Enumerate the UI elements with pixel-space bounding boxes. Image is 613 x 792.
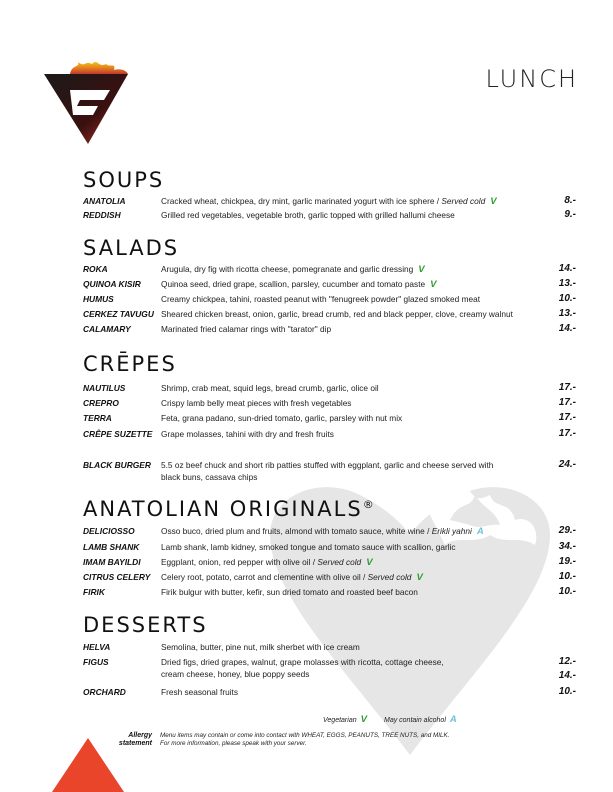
section-heading-desserts: DESSERTS — [83, 613, 208, 637]
item-name: TERRA — [83, 413, 112, 423]
item-note: Served cold — [441, 196, 486, 206]
item-name: FIRIK — [83, 587, 105, 597]
item-name: CRÊPE SUZETTE — [83, 429, 153, 439]
item-description: Marinated fried calamar rings with "tarator" dip — [161, 324, 332, 334]
item-price: 17.- — [558, 397, 576, 408]
item-price: 34.- — [558, 541, 576, 552]
vegetarian-mark: V — [416, 572, 423, 583]
item-name: FIGUS — [83, 657, 109, 667]
item-description: Arugula, dry fig with ricotta cheese, pomegranate and garlic dressing V — [161, 264, 425, 275]
item-name: DELICIOSSO — [83, 526, 135, 536]
item-description: Celery root, potato, carrot and clementine with olive oil / Served cold V — [161, 572, 423, 583]
item-name: LAMB SHANK — [83, 542, 140, 552]
item-price: 10.- — [558, 686, 576, 697]
item-name: HELVA — [83, 642, 111, 652]
item-note: Served cold — [317, 557, 362, 567]
item-description: Firik bulgur with butter, kefir, sun dried tomato and roasted beef bacon — [161, 587, 418, 597]
item-price: 17.- — [558, 428, 576, 439]
item-price: 29.- — [558, 525, 576, 536]
item-price: 13.- — [558, 308, 576, 319]
section-heading-anatolian-originals: ANATOLIAN ORIGINALS® — [83, 497, 374, 521]
item-description: Grilled red vegetables, vegetable broth, garlic topped with grilled hallumi cheese — [161, 210, 455, 220]
item-name: CITRUS CELERY — [83, 572, 151, 582]
legend-vegetarian: Vegetarian V — [323, 714, 367, 725]
item-name: CERKEZ TAVUGU — [83, 309, 154, 319]
item-description: Eggplant, onion, red pepper with olive oil / Served cold V — [161, 557, 373, 568]
item-note: Erikli yahni — [431, 526, 472, 536]
item-name: BLACK BURGER — [83, 460, 151, 470]
item-description: Sheared chicken breast, onion, garlic, bread crumb, red and black pepper, clove, creamy walnut — [161, 309, 513, 319]
section-heading-soups: SOUPS — [83, 168, 165, 192]
item-price: 13.- — [558, 278, 576, 289]
item-description: Shrimp, crab meat, squid legs, bread crumb, garlic, olice oil — [161, 383, 379, 393]
item-description: Feta, grana padano, sun-dried tomato, garlic, parsley with nut mix — [161, 413, 403, 423]
item-price: 17.- — [558, 382, 576, 393]
item-name: ORCHARD — [83, 687, 126, 697]
vegetarian-mark: V — [360, 714, 367, 725]
item-name: ANATOLIA — [83, 196, 126, 206]
item-price-alt: 14.- — [558, 670, 576, 681]
allergy-label: Allergy statement — [118, 732, 152, 747]
item-price: 24.- — [558, 459, 576, 470]
section-heading-salads: SALADS — [83, 236, 180, 260]
red-triangle-icon — [52, 738, 124, 792]
item-description: Quinoa seed, dried grape, scallion, parsley, cucumber and tomato paste V — [161, 279, 437, 290]
legend-alcohol: May contain alcohol A — [384, 714, 457, 725]
item-price: 14.- — [558, 323, 576, 334]
item-name: REDDISH — [83, 210, 121, 220]
item-description: Lamb shank, lamb kidney, smoked tongue and tomato sauce with scallion, garlic — [161, 542, 456, 552]
item-price: 10.- — [558, 571, 576, 582]
vegetarian-mark: V — [418, 264, 425, 275]
item-description: Crispy lamb belly meat pieces with fresh vegetables — [161, 398, 352, 408]
item-price: 9.- — [564, 209, 576, 220]
item-description: Dried figs, dried grapes, walnut, grape molasses with ricotta, cottage cheese, cream cheese, honey, blue poppy seeds — [161, 657, 444, 679]
alcohol-mark: A — [449, 714, 457, 725]
item-description: Cracked wheat, chickpea, dry mint, garlic marinated yogurt with ice sphere / Served cold V — [161, 196, 497, 207]
item-price: 10.- — [558, 293, 576, 304]
registered-mark: ® — [362, 498, 374, 511]
item-description: Creamy chickpea, tahini, roasted peanut with "fenugreek powder" glazed smoked meat — [161, 294, 481, 304]
item-name: CALAMARY — [83, 324, 131, 334]
item-description: 5.5 oz beef chuck and short rib patties stuffed with eggplant, garlic and cheese served with black buns, cassava chips — [161, 460, 494, 482]
vegetarian-mark: V — [490, 196, 497, 207]
item-description: Grape molasses, tahini with dry and fresh fruits — [161, 429, 334, 439]
item-name: NAUTILUS — [83, 383, 126, 393]
item-price: 19.- — [558, 556, 576, 567]
vegetarian-mark: V — [430, 279, 437, 290]
item-price: 12.- — [558, 656, 576, 667]
item-description: Fresh seasonal fruits — [161, 687, 239, 697]
vegetarian-mark: V — [366, 557, 373, 568]
item-name: QUINOA KISIR — [83, 279, 141, 289]
flame-f-logo-icon — [40, 60, 132, 152]
item-name: CREPRO — [83, 398, 119, 408]
page-title: LUNCH — [485, 65, 578, 93]
alcohol-mark: A — [476, 526, 484, 537]
allergy-statement: Menu items may contain or come into contact with WHEAT, EGGS, PEANUTS, TREE NUTS, and MILK. For more information, please speak with your server. — [160, 732, 450, 747]
item-price: 14.- — [558, 263, 576, 274]
item-note: Served cold — [367, 572, 412, 582]
item-name: HUMUS — [83, 294, 114, 304]
item-description: Osso buco, dried plum and fruits, almond with tomato sauce, white wine / Erikli yahni A — [161, 526, 484, 537]
item-name: IMAM BAYILDI — [83, 557, 141, 567]
item-price: 8.- — [564, 195, 576, 206]
item-price: 10.- — [558, 586, 576, 597]
item-price: 17.- — [558, 412, 576, 423]
item-name: ROKA — [83, 264, 108, 274]
section-heading-crepes: CRĒPES — [83, 352, 177, 376]
item-description: Semolina, butter, pine nut, milk sherbet with ice cream — [161, 642, 360, 652]
